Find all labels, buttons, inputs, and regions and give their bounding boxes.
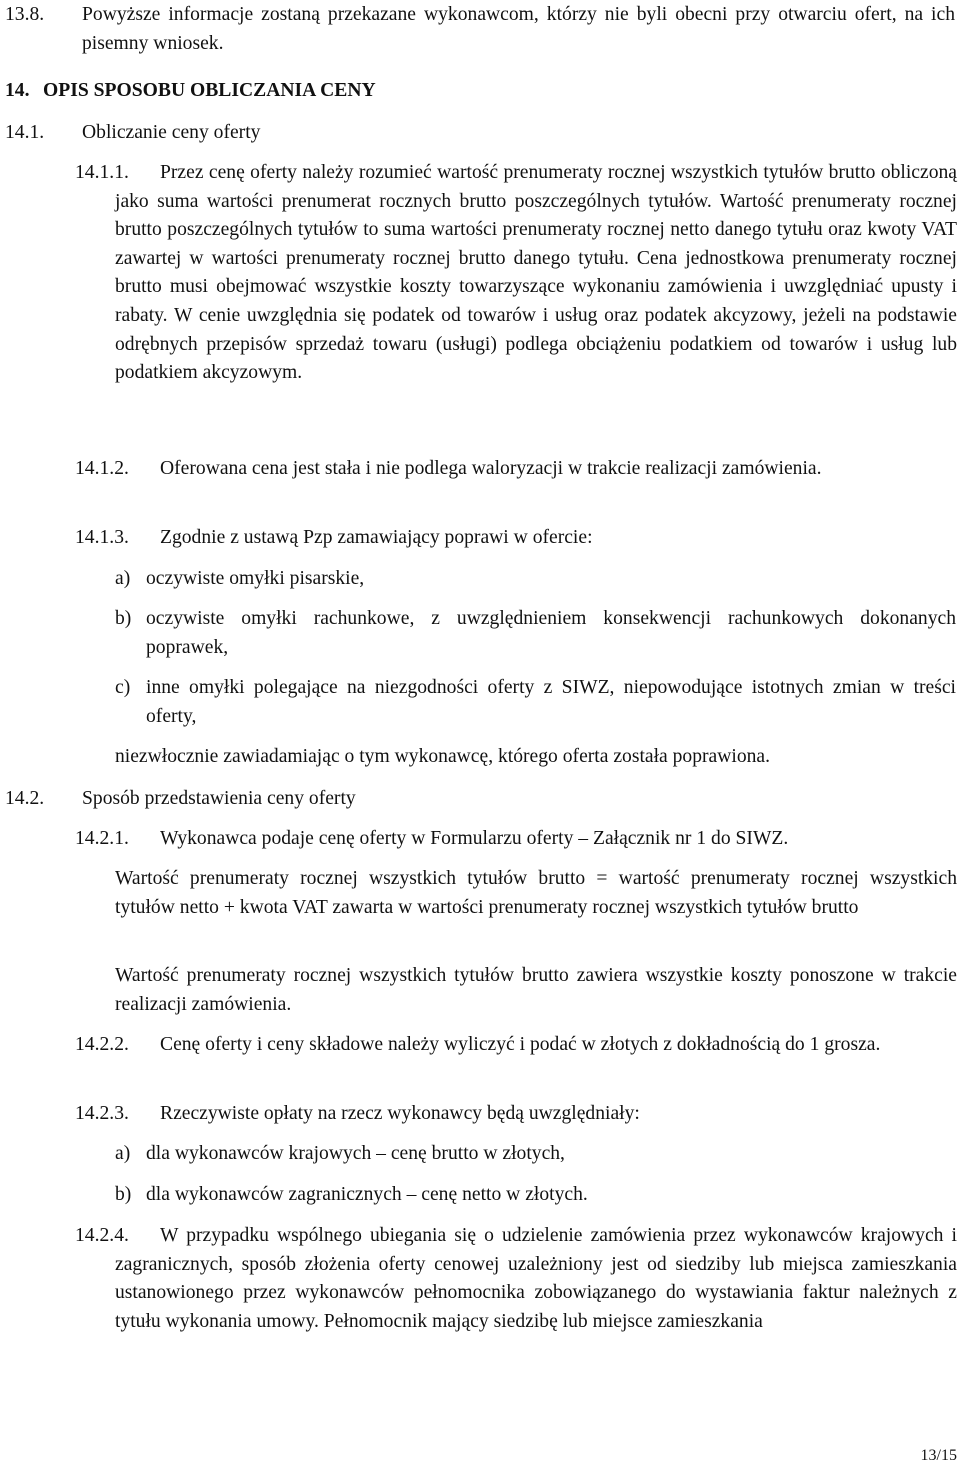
section-number-14-2-1: 14.2.1. [75, 828, 129, 849]
section-number-14-2: 14.2. [5, 788, 45, 809]
section-14-2-4-text [115, 1222, 957, 1336]
list-label-a-2: a) [115, 1143, 131, 1164]
section-14-2-1-para1 [115, 865, 957, 922]
section-14-1-1-text-content: Przez cenę oferty należy rozumieć wartość prenumeraty rocznej wszystkich tytułów brutto obliczoną jako suma wartości prenumerat rocznych brutto poszczególnych tytułów. Wartość prenumeraty rocznej brutto poszczególnych tytułów to suma wartości prenumeraty rocznej netto danego tytułu oraz kwoty VAT zawartej w wartości prenumeraty rocznej brutto danego tytułu. Cena jednostkowa prenumeraty rocznej brutto musi obejmować wszystkie koszty towarzyszące wykonaniu zamówienia i uwzględniać upusty i rabaty. W cenie uwzględnia się podatek od towarów i usług oraz podatek akcyzowy, jeżeli na podstawie odrębnych przepisów sprzedaż towaru (usługi) podlega obciążeniu podatkiem od towarów i usług lub podatkiem akcyzowym. [115, 162, 957, 384]
list-item-b-2: dla wykonawców zagranicznych – cenę netto w złotych. [146, 1184, 588, 1205]
list-item-b-text: oczywiste omyłki rachunkowe, z uwzględnieniem konsekwencji rachunkowych dokonanych poprawek, [146, 608, 956, 658]
section-number-14: 14. [5, 80, 30, 101]
section-number-14-2-4: 14.2.4. [75, 1225, 129, 1246]
list-label-b: b) [115, 608, 132, 629]
section-14-title: OPIS SPOSOBU OBLICZANIA CENY [43, 80, 376, 101]
section-number-14-1: 14.1. [5, 122, 45, 143]
list-item-a-2: dla wykonawców krajowych – cenę brutto w złotych, [146, 1143, 565, 1164]
list-item-c [146, 674, 956, 731]
section-14-1-title: Obliczanie ceny oferty [82, 122, 261, 143]
section-number-13-8: 13.8. [5, 4, 45, 25]
section-number-14-2-2: 14.2.2. [75, 1034, 129, 1055]
list-item-a [146, 565, 956, 594]
section-14-2-4-text-content: W przypadku wspólnego ubiegania się o udzielenie zamówienia przez wykonawców krajowych i zagranicznych, sposób złożenia oferty cenowej uzależniony jest od siedziby lub miejsca zamieszkania ustanowionego przez wykonawców pełnomocnika zobowiązanego do wystawiania faktur należnych z tytułu wykonania umowy. Pełnomocnik mający siedzibę lub miejsce zamieszkania [115, 1225, 957, 1332]
list-label-c: c) [115, 677, 131, 698]
section-number-14-2-3: 14.2.3. [75, 1103, 129, 1124]
list-item-b [146, 605, 956, 662]
section-14-1-3-text: Zgodnie z ustawą Pzp zamawiający poprawi w ofercie: [160, 527, 593, 548]
section-14-2-2-text-content: Cenę oferty i ceny składowe należy wyliczyć i podać w złotych z dokładnością do 1 grosza. [160, 1034, 881, 1055]
section-14-2-1-text: Wykonawca podaje cenę oferty w Formularzu oferty – Załącznik nr 1 do SIWZ. [160, 828, 789, 849]
section-14-2-1-para1-text: Wartość prenumeraty rocznej wszystkich tytułów brutto = wartość prenumeraty rocznej wszystkich tytułów netto + kwota VAT zawarta w wartości prenumeraty rocznej wszystkich tytułów brutto [115, 868, 957, 918]
page-number: 13/15 [920, 1447, 957, 1464]
section-14-2-1-para2-text: Wartość prenumeraty rocznej wszystkich tytułów brutto zawiera wszystkie koszty ponoszone w trakcie realizacji zamówienia. [115, 965, 957, 1015]
list-label-b-2: b) [115, 1184, 132, 1205]
section-13-8-text-content: Powyższe informacje zostaną przekazane wykonawcom, którzy nie byli obecni przy otwarciu ofert, na ich pisemny wniosek. [82, 4, 955, 54]
section-14-2-title: Sposób przedstawienia ceny oferty [82, 788, 356, 809]
section-14-2-1-para2 [115, 962, 957, 1019]
section-number-14-1-3: 14.1.3. [75, 527, 129, 548]
list-item-a-text: oczywiste omyłki pisarskie, [146, 568, 365, 589]
section-number-14-1-2: 14.1.2. [75, 458, 129, 479]
section-14-2-2-text [115, 1031, 957, 1060]
section-13-8-text [82, 1, 955, 58]
section-14-1-2-text-content: Oferowana cena jest stała i nie podlega waloryzacji w trakcie realizacji zamówienia. [160, 458, 822, 479]
list-item-c-text: inne omyłki polegające na niezgodności oferty z SIWZ, niepowodujące istotnych zmian w treści oferty, [146, 677, 956, 727]
section-14-2-3-text: Rzeczywiste opłaty na rzecz wykonawcy będą uwzględniały: [160, 1103, 640, 1124]
section-14-1-3-closing: niezwłocznie zawiadamiając o tym wykonawcę, którego oferta została poprawiona. [115, 746, 771, 767]
section-14-1-2-text [115, 455, 957, 484]
section-14-1-1-text [115, 159, 957, 388]
section-number-14-1-1: 14.1.1. [75, 162, 129, 183]
list-label-a: a) [115, 568, 131, 589]
